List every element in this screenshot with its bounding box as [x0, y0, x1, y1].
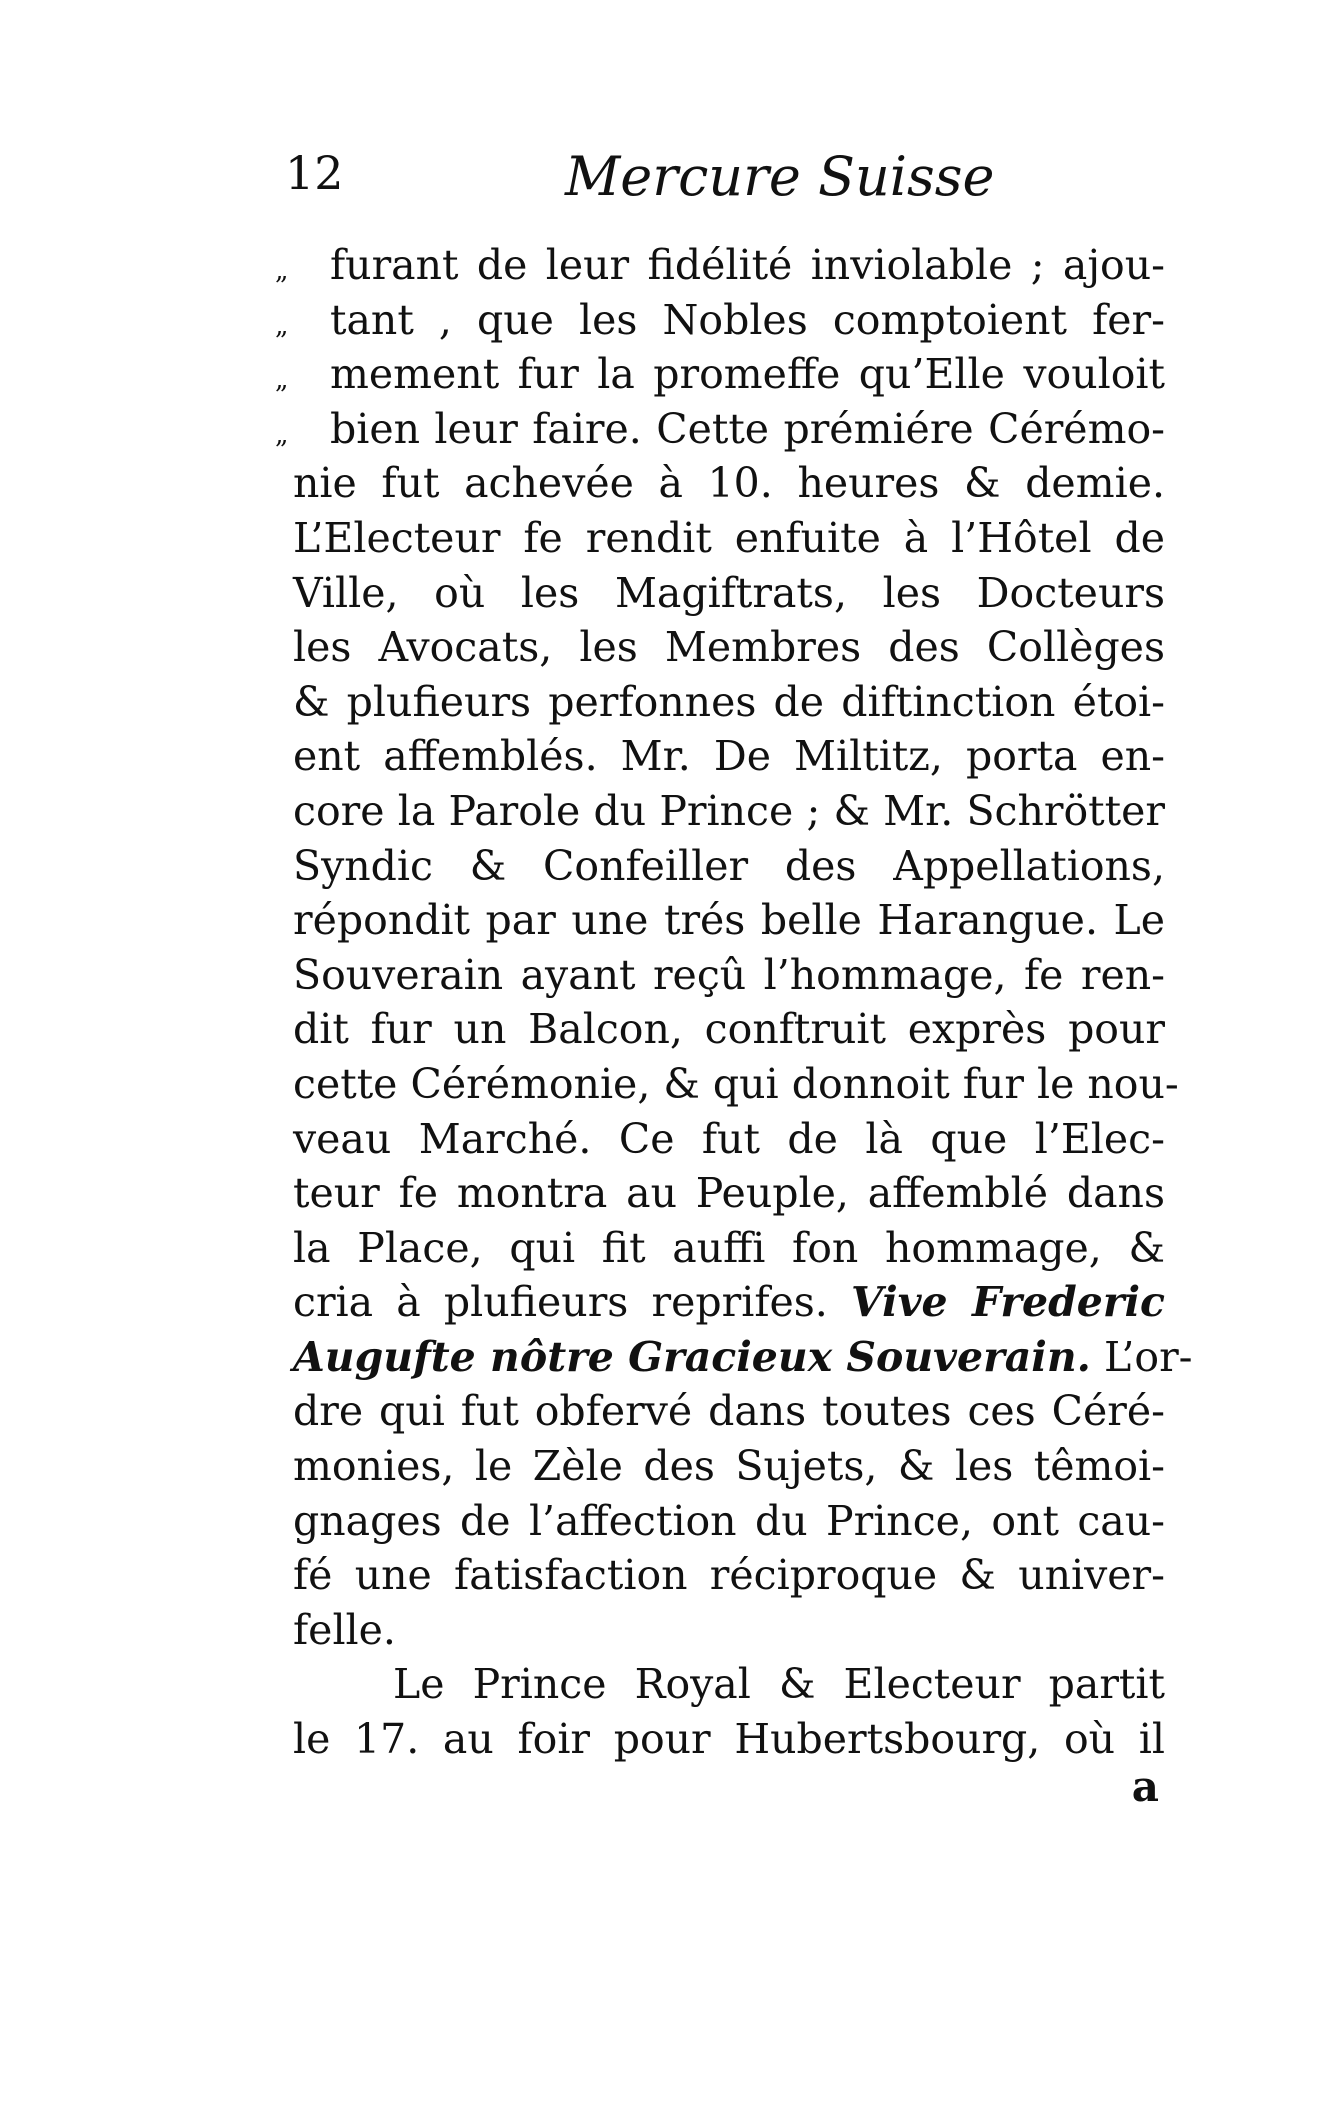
line-words: veau Marché. Ce fut de là que l’Elec- — [293, 1114, 1165, 1163]
italic-phrase: Augufte nôtre Gracieux Souverain. — [293, 1332, 1091, 1381]
line-words: monies, le Zèle des Sujets, & les têmoi- — [293, 1442, 1165, 1491]
text-line — [275, 238, 1165, 293]
text-line — [275, 1548, 1165, 1603]
text-line — [275, 456, 1165, 511]
line-words: cette Cérémonie, & qui donnoit fur le nou- — [293, 1059, 1179, 1108]
line-text — [275, 839, 1165, 894]
line-text — [330, 238, 1165, 293]
quote-mark: „ — [275, 310, 289, 341]
line-words: nie fut achevée à 10. heures & demie. — [293, 459, 1165, 508]
running-title: Mercure Suisse — [565, 145, 995, 208]
line-text — [275, 1657, 1165, 1712]
text-line — [275, 1275, 1165, 1330]
line-words: furant de leur fidélité inviolable ; ajou- — [330, 241, 1165, 289]
text-line — [275, 1166, 1165, 1221]
line-words: mement fur la promeffe qu’Elle vouloit — [330, 350, 1165, 399]
line-text — [275, 1112, 1165, 1167]
page-header — [285, 145, 1185, 220]
line-text — [275, 456, 1165, 511]
text-line — [275, 1221, 1165, 1276]
text-line — [275, 729, 1165, 784]
line-words: Le Prince Royal & Electeur partit — [393, 1660, 1165, 1709]
line-words: & plufieurs perfonnes de diftinction étoi- — [293, 677, 1165, 726]
line-text — [275, 1166, 1165, 1221]
line-text — [330, 293, 1165, 348]
line-text — [275, 1221, 1165, 1276]
line-words: la Place, qui fit auffi fon hommage, & — [293, 1223, 1165, 1272]
line-words: fé une fatisfaction réciproque & univer- — [293, 1551, 1165, 1600]
text-line — [275, 839, 1165, 894]
text-line — [275, 1057, 1179, 1112]
line-words: ent affemblés. Mr. De Miltitz, porta en- — [293, 732, 1165, 781]
line-words: Syndic & Confeiller des Appellations, — [293, 841, 1165, 890]
line-words: Ville, où les Magiftrats, les Docteurs — [293, 568, 1165, 617]
text-line — [275, 293, 1165, 348]
text-line — [275, 1712, 1165, 1767]
line-words: core la Parole du Prince ; & Mr. Schrötter — [293, 786, 1165, 835]
line-text — [275, 566, 1165, 621]
line-text — [275, 1494, 1165, 1549]
text-line — [275, 511, 1165, 566]
line-text — [275, 1603, 1165, 1658]
line-words: felle. — [293, 1605, 396, 1654]
line-text — [275, 1057, 1179, 1112]
text-line — [275, 1330, 1193, 1385]
line-text — [275, 784, 1165, 839]
text-line — [275, 893, 1165, 948]
line-words: Souverain ayant reçû l’hommage, fe ren- — [293, 950, 1165, 999]
line-text — [275, 1712, 1165, 1767]
line-text — [275, 1275, 1165, 1330]
line-text — [275, 511, 1165, 566]
line-text — [330, 347, 1165, 402]
line-text — [275, 1548, 1165, 1603]
text-line — [275, 1439, 1165, 1494]
quote-mark: „ — [275, 256, 289, 286]
line-text — [275, 1330, 1193, 1385]
line-words: gnages de l’affection du Prince, ont cau- — [293, 1496, 1165, 1545]
line-words: les Avocats, les Membres des Collèges — [293, 623, 1165, 672]
text-line — [275, 1603, 1165, 1658]
text-line — [275, 1657, 1165, 1712]
line-words: teur fe montra au Peuple, affemblé dans — [293, 1169, 1165, 1218]
line-words: tant , que les Nobles comptoient fer- — [330, 295, 1165, 344]
text-line — [275, 1112, 1165, 1167]
line-words: dre qui fut obfervé dans toutes ces Céré- — [293, 1387, 1165, 1436]
page-number: 12 — [285, 146, 344, 200]
text-line — [275, 1384, 1165, 1439]
text-line — [275, 402, 1165, 457]
catchword: a — [1131, 1762, 1159, 1811]
line-text — [275, 729, 1165, 784]
quote-mark: „ — [275, 365, 289, 396]
line-words: le 17. au foir pour Hubertsbourg, où il — [293, 1715, 1165, 1764]
line-text — [275, 1002, 1165, 1057]
text-line — [275, 566, 1165, 621]
line-text — [275, 620, 1165, 675]
line-text — [275, 675, 1165, 730]
line-text — [275, 893, 1165, 948]
italic-phrase: Vive Frederic — [851, 1278, 1165, 1327]
line-words: cria à plufieurs reprifes. — [293, 1278, 828, 1327]
text-line — [275, 620, 1165, 675]
text-line — [275, 948, 1165, 1003]
line-words: dit fur un Balcon, conftruit exprès pour — [293, 1005, 1165, 1054]
quote-mark: „ — [275, 419, 289, 450]
body-text — [275, 238, 1193, 1767]
line-words: L’Electeur fe rendit enfuite à l’Hôtel de — [293, 513, 1165, 562]
line-words: bien leur faire. Cette prémiére Cérémo- — [330, 404, 1165, 453]
text-line — [275, 784, 1165, 839]
text-line — [275, 1494, 1165, 1549]
line-text — [275, 948, 1165, 1003]
text-line — [275, 675, 1165, 730]
line-words: répondit par une trés belle Harangue. Le — [293, 896, 1165, 945]
line-words: L’or- — [1103, 1332, 1193, 1381]
line-text — [275, 1439, 1165, 1494]
text-line — [275, 1002, 1165, 1057]
line-text — [330, 402, 1165, 457]
text-line — [275, 347, 1165, 402]
line-text — [275, 1384, 1165, 1439]
